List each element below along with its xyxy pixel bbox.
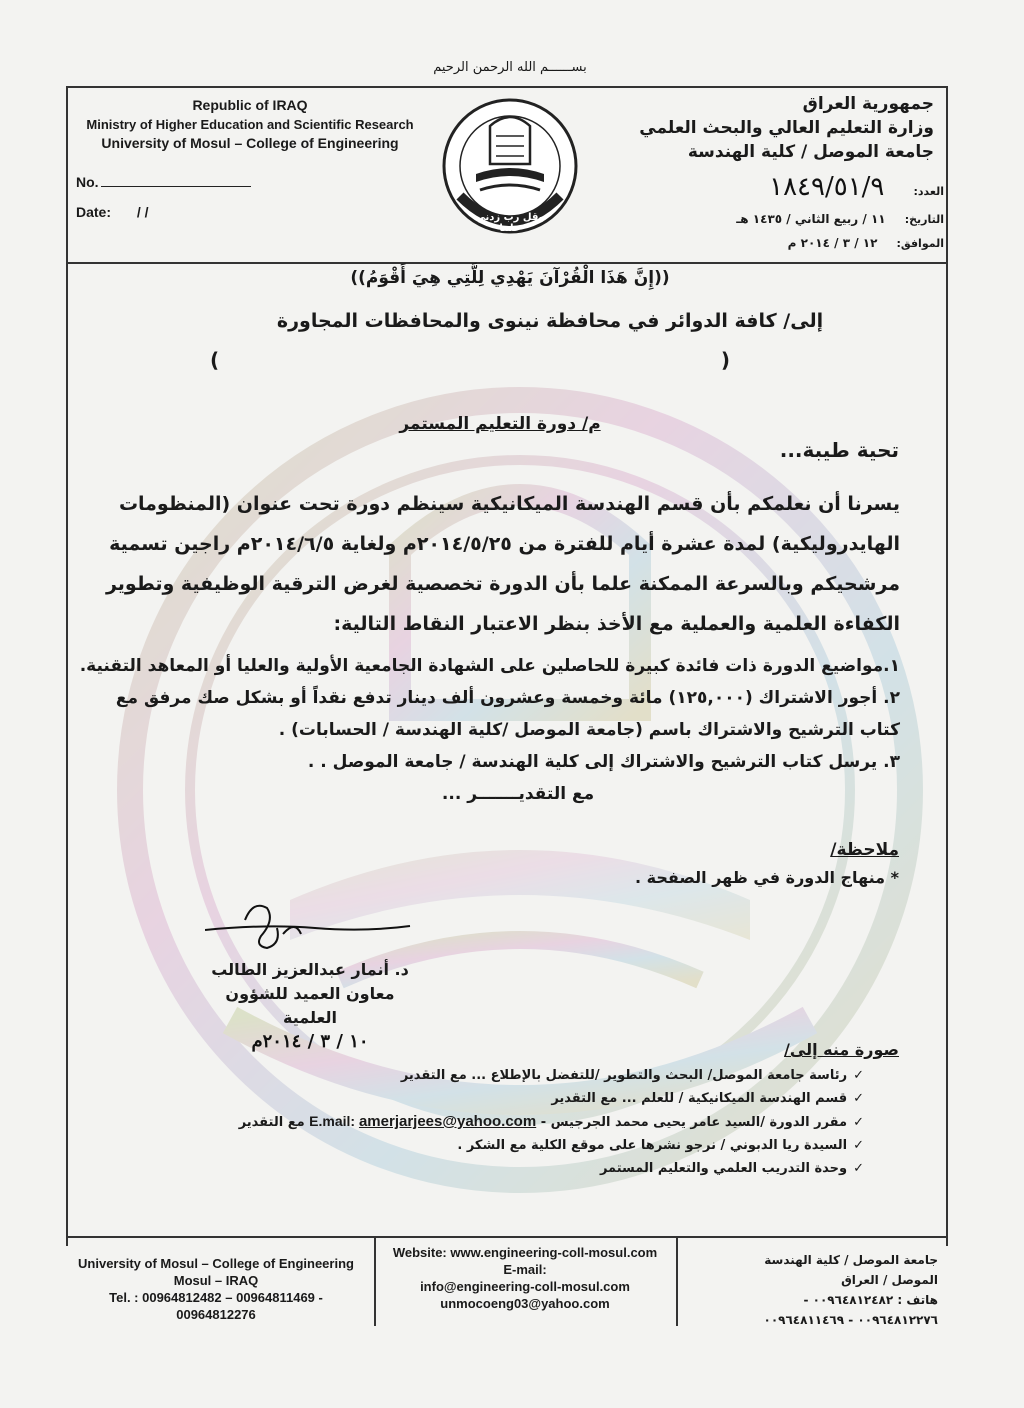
paren-open: ( — [210, 348, 220, 372]
email-link[interactable]: amerjarjees@yahoo.com — [358, 1113, 537, 1130]
check-icon: ✓ — [853, 1091, 864, 1106]
ar-number-field — [644, 172, 944, 202]
footer-english: University of Mosul – College of Engineering Mosul – IRAQ Tel. : 00964812482 – 00964811469 - 00964812276 — [78, 1256, 354, 1322]
email-suffix: مع التقدير — [238, 1115, 305, 1130]
handwritten-signature-icon — [205, 890, 415, 960]
thanks: مع التقديـــــــر ... — [441, 784, 595, 804]
conditions-list — [76, 650, 900, 810]
signer-title: معاون العميد للشؤون العلمية — [225, 984, 395, 1027]
header-top-rule — [66, 86, 948, 88]
check-icon: ✓ — [853, 1138, 864, 1153]
en-date-field — [76, 204, 149, 220]
copy-item: ✓قسم الهندسة الميكانيكية / للعلم ... مع التقدير — [551, 1091, 864, 1106]
footer-email[interactable]: info@engineering-coll-mosul.com — [420, 1279, 630, 1294]
ar-university: جامعة الموصل / كلية الهندسة — [687, 142, 934, 162]
ar-ministry: وزارة التعليم العالي والبحث العلمي — [639, 118, 934, 138]
footer-email-alt[interactable]: unmocoeng03@yahoo.com — [440, 1296, 610, 1311]
quran-verse: ((إِنَّ هَذَا الْقُرْآنَ يَهْدِي لِلَّتِي هِيَ أَقْوَمُ)) — [350, 268, 670, 288]
en-date-label: Date: — [76, 204, 112, 220]
ar-date-hijri: ١١ / ربيع الثاني / ١٤٣٥ هـ — [736, 212, 886, 226]
ar-country: جمهورية العراق — [802, 94, 934, 114]
ar-date-label: التاريخ: — [904, 213, 944, 226]
footer-arabic: جامعة الموصل / كلية الهندسة الموصل / العراق هاتف : ٠٠٩٦٤٨١٢٤٨٢ - ٠٠٩٦٤٨١٢٢٧٦ - ٠٠٩٦٤٨١١٤٦٩ — [763, 1253, 938, 1327]
ar-date-greg: ١٢ / ٣ / ٢٠١٤ م — [787, 236, 878, 250]
copy-item: ✓رئاسة جامعة الموصل/ البحث والتطوير /للتفضل بالإطلاع ... مع التقدير — [400, 1068, 864, 1083]
copy-item: ✓السيدة ريا الدبوني / نرجو نشرها على موقع الكلية مع الشكر . — [457, 1138, 864, 1153]
copy-item: ✓وحدة التدريب العلمي والتعليم المستمر — [599, 1161, 864, 1176]
greeting: تحية طيبة... — [779, 438, 899, 462]
email-field: E.mail: amerjarjees@yahoo.com — [309, 1113, 537, 1130]
left-frame-rule — [66, 86, 68, 1246]
english-header — [70, 96, 430, 153]
condition-item: ٢. أجور الاشتراك (١٢٥,٠٠٠) مائة وخمسة وعشرون ألف دينار تدفع نقداً أو بشكل صك مرفق مع كتاب الترشيح والاشتراك باسم (جامعة الموصل /كلية الهندسة / الحسابات) . — [115, 688, 900, 740]
ar-number-label: العدد: — [913, 185, 944, 198]
en-university: University of Mosul – College of Engineering — [101, 135, 399, 151]
ar-number-value: ١٨٤٩/٥١/٩ — [769, 172, 885, 202]
copies-list — [144, 1064, 864, 1180]
note-text: * منهاج الدورة في ظهر الصفحة . — [635, 868, 899, 887]
check-icon: ✓ — [853, 1068, 864, 1083]
header-bottom-rule — [66, 262, 948, 264]
en-ministry: Ministry of Higher Education and Scientific Research — [86, 117, 414, 132]
signature-block — [210, 958, 410, 1054]
seal-motto: وقل رب زدني علما — [475, 212, 545, 234]
en-date-value: / / — [136, 204, 149, 220]
note-title: ملاحظة/ — [830, 840, 899, 860]
recipient: إلى/ كافة الدوائر في محافظة نينوى والمحافظات المجاورة — [276, 310, 824, 332]
ar-corresponds-label: الموافق: — [896, 237, 944, 250]
en-number-label: No. — [76, 174, 99, 190]
condition-item: ١.مواضيع الدورة ذات فائدة كبيرة للحاصلين على الشهادة الجامعية الأولية والعليا أو المعاهد التقنية. — [79, 656, 900, 676]
check-icon: ✓ — [853, 1115, 864, 1130]
paren-close: ) — [720, 348, 730, 372]
subject: م/ دورة التعليم المستمر — [399, 414, 601, 434]
footer-website[interactable]: Website: www.engineering-coll-mosul.com — [392, 1245, 658, 1260]
right-frame-rule — [946, 86, 948, 1246]
en-number-field — [76, 174, 251, 190]
ar-date-field — [644, 208, 944, 227]
signature-date: ١٠ / ٣ / ٢٠١٤م — [251, 1031, 369, 1052]
body-paragraph: يسرنا أن نعلمكم بأن قسم الهندسة الميكانيكية سينظم دورة تحت عنوان (المنظومات الهايدروليكية) لمدة عشرة أيام للفترة من ٢٠١٤/٥/٢٥م ولغاية ٢٠١٤/٦/٥م راجين تسمية مرشحيكم وبالسرعة الممكنة علما بأن الدورة تخصصية لغرض الترقية الوظيفية وتطوير الكفاءة العلمية والعملية مع الأخذ بنظر الاعتبار النقاط التالية: — [105, 493, 900, 635]
en-country: Republic of IRAQ — [192, 97, 308, 113]
arabic-header — [614, 92, 934, 164]
footer-contact: Website: www.engineering-coll-mosul.com E-mail: info@engineering-coll-mosul.com unmocoeng03@yahoo.com — [380, 1244, 670, 1312]
recipient-blank — [210, 348, 730, 372]
basmala: بســــــم الله الرحمن الرحيم — [433, 60, 587, 75]
footer-top-rule — [66, 1236, 948, 1238]
copy-item: ✓مقرر الدورة /السيد عامر يحيى محمد الجرجيس - E.mail: amerjarjees@yahoo.com مع التقدير — [238, 1113, 864, 1130]
check-icon: ✓ — [853, 1161, 864, 1176]
signer-name: د. أنمار عبدالعزيز الطالب — [211, 960, 409, 979]
copies-title: صورة منه إلى/ — [784, 1040, 899, 1059]
condition-item: ٣. يرسل كتاب الترشيح والاشتراك إلى كلية الهندسة / جامعة الموصل . . — [307, 752, 900, 772]
ar-corresponds-field — [644, 232, 944, 251]
footer-divider-left — [374, 1236, 376, 1326]
